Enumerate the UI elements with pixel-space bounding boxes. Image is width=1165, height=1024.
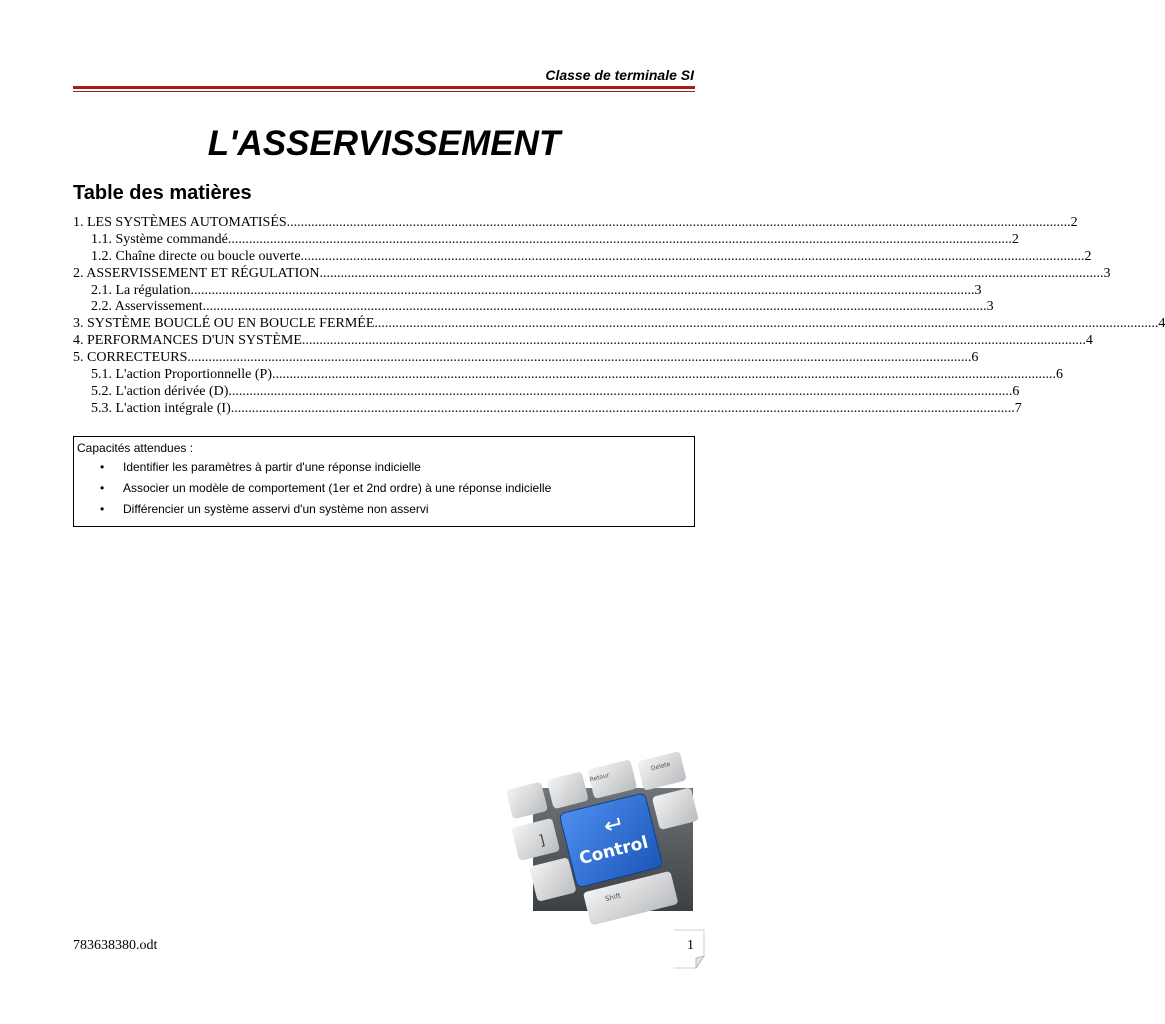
capacite-text: Identifier les paramètres à partir d'une réponse indicielle — [123, 460, 421, 474]
toc-entry[interactable] — [73, 265, 1111, 283]
delete-key-label: Delete — [650, 760, 672, 773]
toc-entry-text: 1. LES SYSTÈMES AUTOMATISÉS — [73, 215, 287, 230]
toc-leader-dots — [272, 367, 1056, 384]
toc-entry[interactable] — [73, 400, 1022, 418]
toc-leader-dots — [187, 350, 971, 367]
toc-entry-text: 2. ASSERVISSEMENT ET RÉGULATION — [73, 265, 320, 281]
keyboard-icon — [533, 760, 693, 911]
bullet-icon: • — [100, 460, 105, 474]
toc-entry[interactable] — [73, 215, 1078, 232]
toc-entry[interactable] — [73, 367, 1063, 384]
bullet-icon: • — [100, 502, 105, 516]
toc-entry-text: 5.1. L'action Proportionnelle (P) — [91, 367, 272, 383]
table-of-contents — [73, 215, 1165, 418]
toc-leader-dots — [287, 215, 1071, 232]
toc-entry-page: 3 — [974, 282, 982, 298]
toc-entry-text: 4. PERFORMANCES D'UN SYSTÈME — [73, 333, 302, 349]
toc-entry-page: 4 — [1085, 333, 1093, 349]
toc-leader-dots — [301, 249, 1085, 266]
toc-entry[interactable] — [73, 350, 979, 367]
toc-leader-dots — [374, 316, 1158, 333]
toc-entry-page: 2 — [1084, 248, 1092, 264]
bracket-key-label: ] — [537, 832, 547, 850]
toc-leader-dots — [203, 299, 987, 316]
toc-entry-text: 5. CORRECTEURS — [73, 350, 188, 366]
toc-entry[interactable] — [73, 231, 1019, 249]
toc-entry-page: 6 — [971, 350, 979, 366]
toc-entry[interactable] — [73, 282, 982, 300]
document-title: L'ASSERVISSEMENT — [207, 124, 561, 163]
toc-leader-dots — [228, 232, 1012, 249]
toc-leader-dots — [320, 266, 1104, 283]
toc-entry-text: 2.2. Asservissement — [91, 299, 203, 315]
capacites-title: Capacités attendues : — [77, 441, 194, 455]
page-number: 1 — [687, 938, 694, 953]
toc-leader-dots — [228, 384, 1012, 401]
control-key-image — [533, 760, 693, 911]
footer-filename: 783638380.odt — [73, 938, 158, 953]
toc-entry-page: 7 — [1014, 400, 1022, 416]
capacite-text: Associer un modèle de comportement (1er et 2nd ordre) à une réponse indicielle — [123, 481, 552, 495]
capacites-box — [73, 436, 695, 527]
toc-entry-page: 2 — [1011, 231, 1019, 247]
header-rule-thick — [73, 86, 695, 89]
capacite-text: Différencier un système asservi d'un système non asservi — [123, 502, 429, 516]
toc-entry-page: 4 — [1158, 316, 1165, 332]
toc-entry-page: 3 — [986, 299, 994, 315]
toc-entry-page: 3 — [1103, 265, 1111, 281]
toc-entry[interactable] — [73, 248, 1092, 266]
toc-entry-page: 6 — [1056, 367, 1063, 383]
shift-key-label: Shift — [604, 891, 622, 904]
toc-entry[interactable] — [73, 316, 1165, 333]
toc-entry-text: 5.2. L'action dérivée (D) — [91, 383, 229, 399]
page-number-box — [674, 930, 704, 968]
toc-leader-dots — [302, 333, 1086, 350]
retour-key-label: Retour — [589, 771, 611, 784]
toc-entry[interactable] — [73, 299, 994, 316]
toc-entry-text: 5.3. L'action intégrale (I) — [91, 400, 231, 416]
toc-entry-text: 3. SYSTÈME BOUCLÉ OU EN BOUCLE FERMÉE — [73, 316, 375, 332]
header-rule-thin — [73, 91, 695, 92]
toc-entry[interactable] — [73, 333, 1093, 350]
toc-leader-dots — [231, 401, 1015, 418]
toc-entry-text: 1.2. Chaîne directe ou boucle ouverte — [91, 248, 301, 264]
bullet-icon: • — [100, 481, 105, 495]
toc-entry-text: 2.1. La régulation — [91, 282, 191, 298]
toc-entry-text: 1.1. Système commandé — [91, 231, 228, 247]
header-class-label: Classe de terminale SI — [545, 67, 694, 83]
toc-entry[interactable] — [73, 383, 1020, 401]
toc-entry-page: 6 — [1012, 383, 1020, 399]
toc-heading: Table des matières — [73, 182, 252, 204]
toc-leader-dots — [191, 283, 975, 300]
toc-entry-page: 2 — [1070, 215, 1078, 230]
control-key-label: Control — [577, 832, 651, 870]
